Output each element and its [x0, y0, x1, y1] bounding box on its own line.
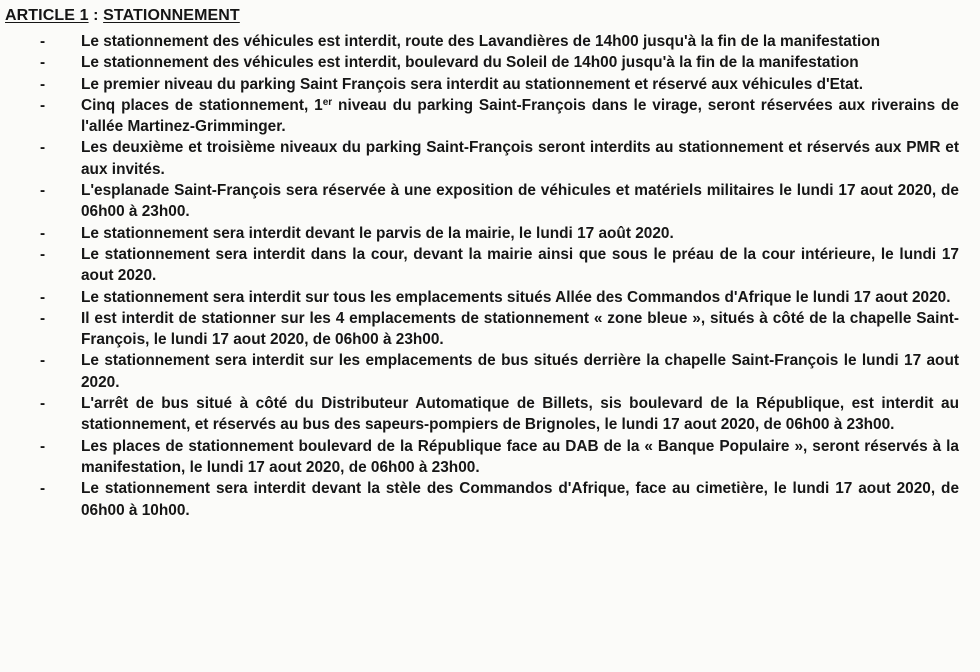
list-item — [0, 180, 959, 223]
item-text: Le stationnement des véhicules est interdit, boulevard du Soleil de 14h00 jusqu'à la fin de la manifestation — [81, 54, 859, 72]
item-text: Le stationnement sera interdit devant le parvis de la mairie, le lundi 17 août 2020. — [81, 224, 674, 242]
list-item — [0, 287, 959, 308]
dash-bullet — [40, 137, 52, 158]
item-text: Il est interdit de stationner sur les 4 emplacements de stationnement « zone bleue », situés à côté de la chapelle Saint-François, le lundi 17 aout 2020, de 06h00 à 23h00. — [81, 309, 959, 349]
dash-bullet — [40, 393, 52, 414]
item-text: Le stationnement des véhicules est interdit, route des Lavandières de 14h00 jusqu'à la fin de la manifestation — [81, 33, 881, 50]
item-text: L'arrêt de bus situé à côté du Distributeur Automatique de Billets, sis boulevard de la République, est interdit au stationnement, et réservés au bus des sapeurs-pompiers de Brignoles, le lundi 17 aout 2020, de 06h00 à 23h00. — [81, 395, 959, 434]
item-text: Le stationnement sera interdit sur les emplacements de bus situés derrière la chapelle Saint-François le lundi 17 aout 2020. — [81, 352, 959, 391]
list-item — [0, 244, 959, 287]
article-heading — [5, 6, 240, 26]
dash-bullet — [40, 436, 52, 457]
item-text: Le stationnement sera interdit sur tous les emplacements situés Allée des Commandos d'Afrique le lundi 17 aout 2020. — [81, 288, 951, 306]
dash-bullet — [40, 478, 52, 499]
list-item — [0, 223, 959, 244]
dash-bullet — [40, 223, 52, 244]
item-text: Les places de stationnement boulevard de la République face au DAB de la « Banque Populaire », seront réservés à la manifestation, le lundi 17 aout 2020, de 06h00 à 23h00. — [81, 437, 959, 476]
list-item — [0, 31, 959, 52]
list-item — [0, 95, 959, 138]
list-item — [0, 393, 959, 436]
item-text: L'esplanade Saint-François sera réservée à une exposition de véhicules et matériels militaires le lundi 17 aout 2020, de 06h00 à 23h00. — [81, 182, 959, 221]
article-separator: : — [88, 7, 104, 24]
article-title: STATIONNEMENT — [103, 7, 240, 24]
item-text: Les deuxième et troisième niveaux du parking Saint-François seront interdits au stationnement et réservés aux PMR et aux invités. — [81, 139, 959, 178]
list-item — [0, 308, 959, 351]
regulation-list — [0, 31, 980, 521]
dash-bullet — [40, 244, 52, 265]
list-item — [0, 52, 959, 73]
dash-bullet — [40, 74, 52, 95]
item-text: Le stationnement sera interdit devant la stèle des Commandos d'Afrique, face au cimetière, le lundi 17 aout 2020, de 06h00 à 10h00. — [81, 480, 959, 519]
list-item — [0, 436, 959, 479]
dash-bullet — [40, 52, 52, 73]
dash-bullet — [40, 180, 52, 201]
article-number: ARTICLE 1 — [5, 7, 89, 24]
item-text-start: Cinq places de stationnement, 1 — [81, 96, 323, 114]
dash-bullet — [40, 95, 52, 116]
item-text-end: niveau du parking Saint-François dans le virage, seront réservées aux riverains de l'allée Martinez-Grimminger. — [81, 96, 959, 136]
item-text — [81, 95, 959, 138]
list-item — [0, 74, 959, 95]
dash-bullet — [40, 31, 52, 52]
list-item — [0, 478, 959, 521]
item-text: Le stationnement sera interdit dans la cour, devant la mairie ainsi que sous le préau de la cour intérieure, le lundi 17 aout 2020. — [81, 245, 959, 285]
dash-bullet — [40, 287, 52, 308]
ordinal-superscript: er — [322, 96, 333, 108]
item-text: Le premier niveau du parking Saint François sera interdit au stationnement et réservé aux véhicules d'Etat. — [81, 75, 863, 93]
list-item — [0, 137, 959, 180]
dash-bullet — [40, 308, 52, 329]
list-item — [0, 350, 959, 393]
dash-bullet — [40, 350, 52, 371]
